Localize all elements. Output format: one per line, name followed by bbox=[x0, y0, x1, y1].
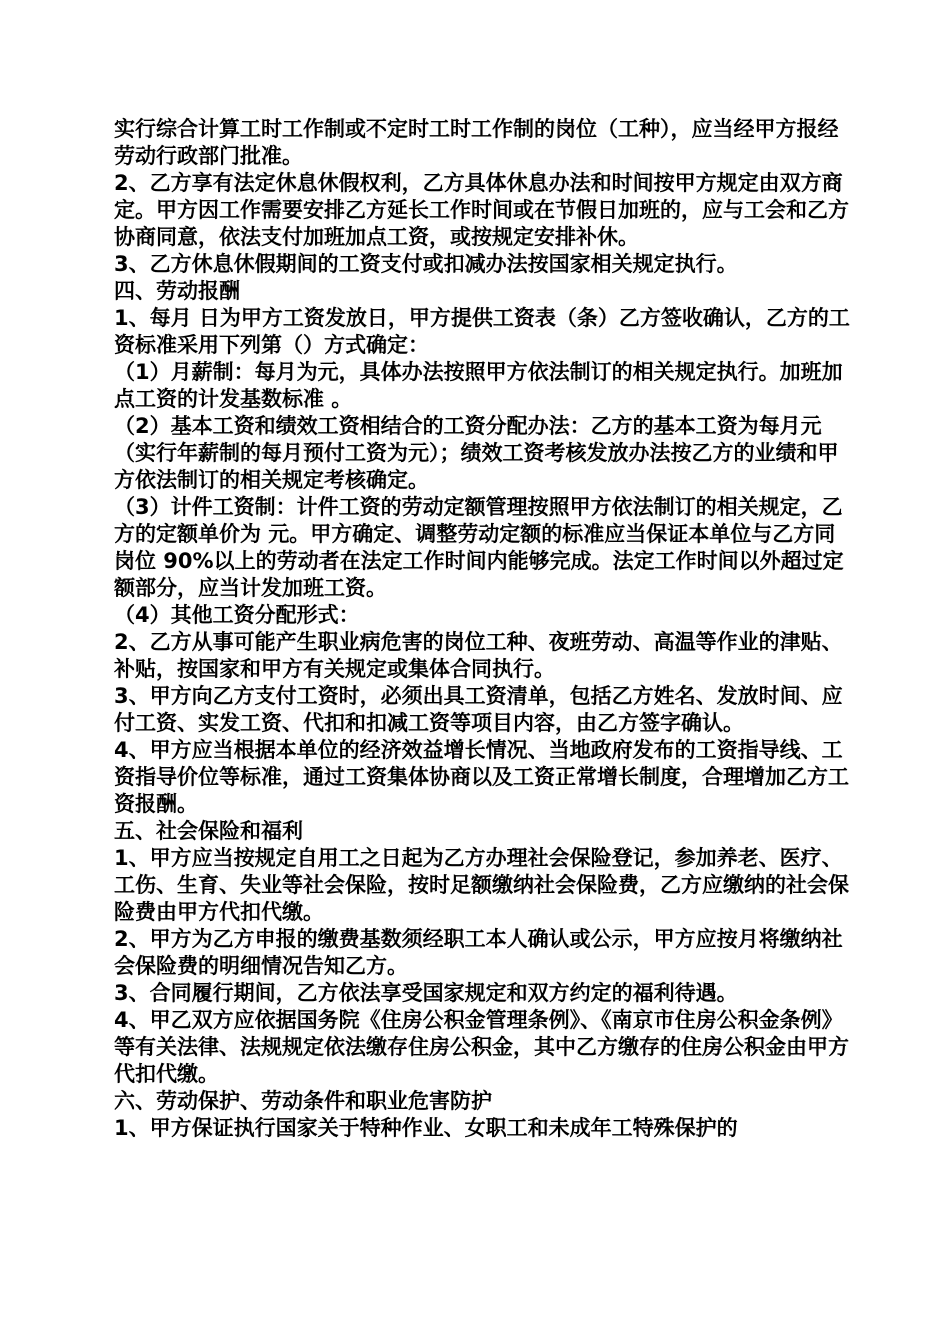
paragraph-welfare: 3、合同履行期间，乙方依法享受国家规定和双方约定的福利待遇。 bbox=[114, 981, 738, 1005]
paragraph-pay-day: 1、每月 日为甲方工资发放日，甲方提供工资表（条）乙方签收确认，乙方的工资标准采用下列第（）方式确定： bbox=[114, 306, 850, 357]
paragraph-housing-fund: 4、甲乙双方应依据国务院《住房公积金管理条例》、《南京市住房公积金条例》等有关法律、法规规定依法缴存住房公积金，其中乙方缴存的住房公积金由甲方代扣代缴。 bbox=[114, 1008, 849, 1086]
document-body bbox=[114, 116, 850, 1142]
paragraph-payslip: 3、甲方向乙方支付工资时，必须出具工资清单，包括乙方姓名、发放时间、应付工资、实发工资、代扣和扣减工资等项目内容，由乙方签字确认。 bbox=[114, 684, 843, 735]
paragraph-other-pay-forms: （4）其他工资分配形式： bbox=[114, 603, 360, 627]
paragraph-leave-wage-payment: 3、乙方休息休假期间的工资支付或扣减办法按国家相关规定执行。 bbox=[114, 252, 738, 276]
section-heading-labor-protection: 六、劳动保护、劳动条件和职业危害防护 bbox=[114, 1089, 492, 1113]
paragraph-work-hours-approval: 实行综合计算工时工作制或不定时工时工作制的岗位（工种），应当经甲方报经劳动行政部门批准。 bbox=[114, 117, 839, 168]
paragraph-insurance-registration: 1、甲方应当按规定自用工之日起为乙方办理社会保险登记，参加养老、医疗、工伤、生育、失业等社会保险，按时足额缴纳社会保险费，乙方应缴纳的社会保险费由甲方代扣代缴。 bbox=[114, 846, 849, 924]
paragraph-hazard-allowance: 2、乙方从事可能产生职业病危害的岗位工种、夜班劳动、高温等作业的津贴、补贴，按国家和甲方有关规定或集体合同执行。 bbox=[114, 630, 843, 681]
section-heading-social-insurance: 五、社会保险和福利 bbox=[114, 819, 303, 843]
paragraph-special-protection: 1、甲方保证执行国家关于特种作业、女职工和未成年工特殊保护的 bbox=[114, 1116, 738, 1140]
paragraph-wage-growth: 4、甲方应当根据本单位的经济效益增长情况、当地政府发布的工资指导线、工资指导价位等标准，通过工资集体协商以及工资正常增长制度，合理增加乙方工资报酬。 bbox=[114, 738, 849, 816]
paragraph-monthly-salary: （1）月薪制：每月为元，具体办法按照甲方依法制订的相关规定执行。加班加点工资的计发基数标准 。 bbox=[114, 360, 843, 411]
paragraph-rest-leave-rights: 2、乙方享有法定休息休假权利，乙方具体休息办法和时间按甲方规定由双方商定。甲方因工作需要安排乙方延长工作时间或在节假日加班的，应与工会和乙方协商同意，依法支付加班加点工资，或按规定安排补休。 bbox=[114, 171, 849, 249]
paragraph-piecework-pay: （3）计件工资制：计件工资的劳动定额管理按照甲方依法制订的相关规定，乙方的定额单价为 元。甲方确定、调整劳动定额的标准应当保证本单位与乙方同岗位 90%以上的劳动者在法定工作时间内能够完成。法定工作时间以外超过定额部分，应当计发加班工资。 bbox=[114, 495, 844, 600]
paragraph-contribution-base: 2、甲方为乙方申报的缴费基数须经职工本人确认或公示，甲方应按月将缴纳社会保险费的明细情况告知乙方。 bbox=[114, 927, 843, 978]
section-heading-remuneration: 四、劳动报酬 bbox=[114, 279, 240, 303]
paragraph-base-performance-pay: （2）基本工资和绩效工资相结合的工资分配办法：乙方的基本工资为每月元（实行年薪制的每月预付工资为元）；绩效工资考核发放办法按乙方的业绩和甲方依法制订的相关规定考核确定。 bbox=[114, 414, 839, 492]
